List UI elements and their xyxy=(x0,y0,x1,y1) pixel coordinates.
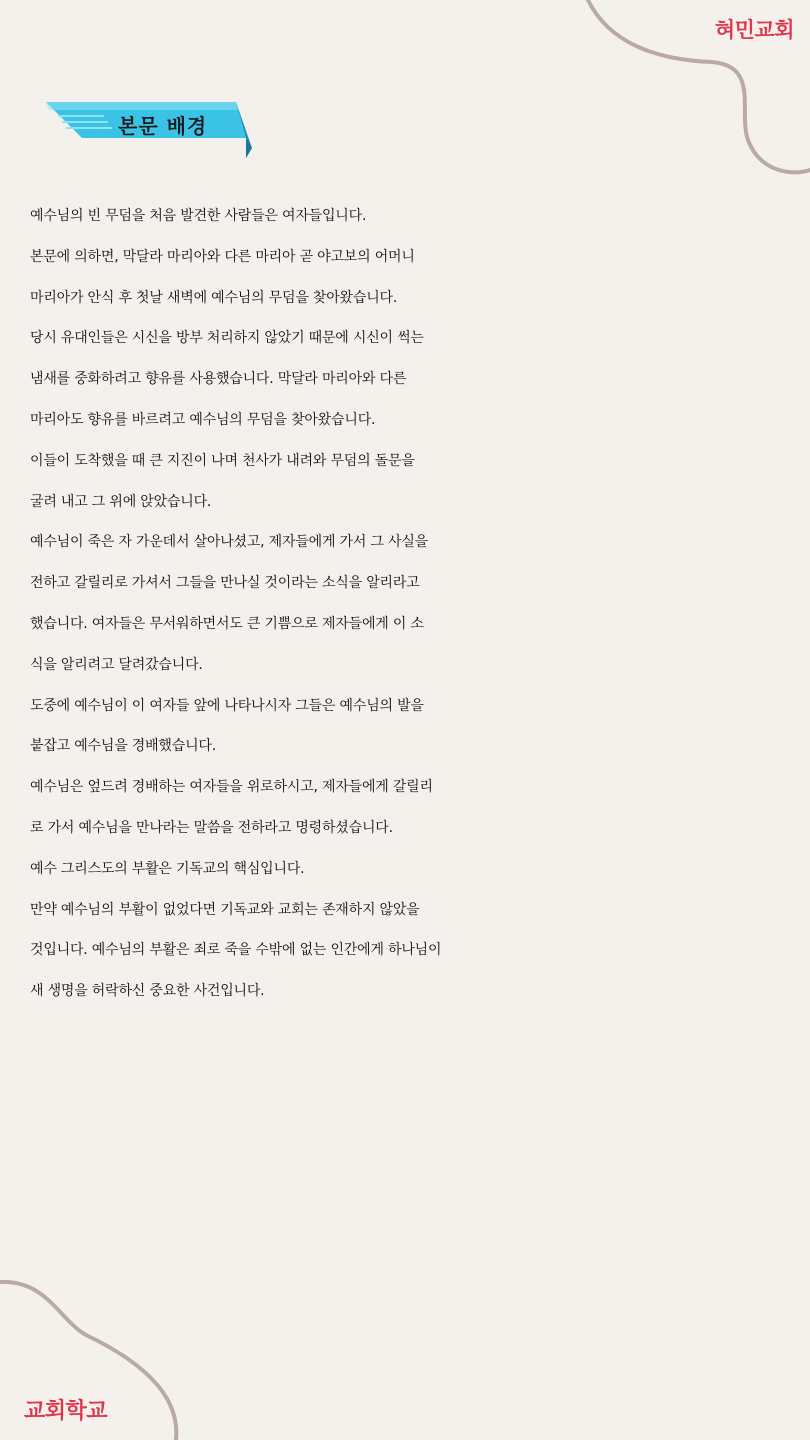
text-line: 붙잡고 예수님을 경배했습니다. xyxy=(30,738,216,755)
text-line: 도중에 예수님이 이 여자들 앞에 나타나시자 그들은 예수님의 발을 xyxy=(30,697,424,714)
text-line: 냄새를 중화하려고 향유를 사용했습니다. 막달라 마리아와 다른 xyxy=(30,371,407,388)
text-line: 당시 유대인들은 시신을 방부 처리하지 않았기 때문에 시신이 썩는 xyxy=(30,330,424,347)
text-line: 굴려 내고 그 위에 앉았습니다. xyxy=(30,493,212,510)
text-line: 예수 그리스도의 부활은 기독교의 핵심입니다. xyxy=(30,860,305,877)
text-line: 마리아가 안식 후 첫날 새벽에 예수님의 무덤을 찾아왔습니다. xyxy=(30,289,398,306)
text-line: 예수님은 엎드려 경배하는 여자들을 위로하시고, 제자들에게 갈릴리 xyxy=(30,779,433,796)
text-line: 전하고 갈릴리로 가셔서 그들을 만나실 것이라는 소식을 알리라고 xyxy=(30,575,420,592)
text-line: 본문에 의하면, 막달라 마리아와 다른 마리아 곧 야고보의 어머니 xyxy=(30,248,415,265)
text-line: 식을 알리려고 달려갔습니다. xyxy=(30,656,203,673)
section-title: 본문 배경 xyxy=(118,114,208,138)
text-line: 이들이 도착했을 때 큰 지진이 나며 천사가 내려와 무덤의 돌문을 xyxy=(30,452,415,469)
text-line: 것입니다. 예수님의 부활은 죄로 죽을 수밖에 없는 인간에게 하나님이 xyxy=(30,942,442,959)
church-logo-top: 혀민교회 xyxy=(714,18,794,42)
text-line: 예수님의 빈 무덤을 처음 발견한 사람들은 여자들입니다. xyxy=(30,208,367,224)
passage-background-text xyxy=(30,196,790,1012)
text-line: 로 가서 예수님을 만나라는 말씀을 전하라고 명령하셨습니다. xyxy=(30,819,393,836)
text-line: 새 생명을 허락하신 중요한 사건입니다. xyxy=(30,983,265,1000)
text-line: 마리아도 향유를 바르려고 예수님의 무덤을 찾아왔습니다. xyxy=(30,411,376,428)
text-line: 만약 예수님의 부활이 없었다면 기독교와 교회는 존재하지 않았을 xyxy=(30,901,420,918)
text-line: 예수님이 죽은 자 가운데서 살아나셨고, 제자들에게 가서 그 사실을 xyxy=(30,534,428,551)
section-ribbon xyxy=(46,100,252,164)
text-line: 했습니다. 여자들은 무서워하면서도 큰 기쁨으로 제자들에게 이 소 xyxy=(30,615,424,632)
church-school-logo: 교회학교 xyxy=(24,1399,108,1424)
